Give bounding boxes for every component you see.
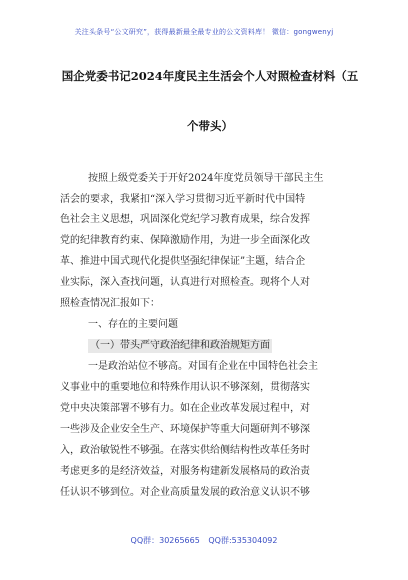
paragraph-line: 色社会主义思想，巩固深化党纪学习教育成果，综合发挥	[60, 214, 310, 225]
paragraph-line: 党中央决策部署不够有力。如在企业改革发展过程中，对	[60, 403, 310, 414]
paragraph-line: 业实际，深入查找问题，认真进行对照检查。现将个人对	[60, 277, 310, 288]
document-title-line-1: 国企党委书记2024年度民主生活会个人对照检查材料（五	[61, 69, 359, 83]
top-banner: 关注头条号“公文研究”，获得最新最全最专业的公文资料库！ 微信：gongwenyj	[74, 28, 334, 36]
paragraph-line: 义事业中的重要地位和特殊作用认识不够深刻，贯彻落实	[60, 382, 310, 393]
section-heading: 一、存在的主要问题	[88, 319, 178, 330]
paragraph-line: 革、推进中国式现代化提供坚强纪律保证”主题，结合企	[60, 256, 306, 267]
paragraph-line: 一是政治站位不够高。对国有企业在中国特色社会主	[88, 361, 318, 372]
paragraph-line: 一些涉及企业安全生产、环境保护等重大问题研判不够深	[60, 424, 310, 435]
qq-group-2: QQ群:535304092	[208, 536, 278, 545]
paragraph-line: 入，政治敏锐性不够强。在落实供给侧结构性改革任务时	[60, 445, 310, 456]
qq-group-1: QQ群：30265665	[130, 536, 200, 545]
subsection-heading	[88, 339, 360, 353]
subsection-heading-text: （一）带头严守政治纪律和政治规矩方面	[90, 340, 270, 351]
paragraph-line: 考虑更多的是经济效益，对服务构建新发展格局的政治责	[60, 466, 310, 477]
bottom-banner	[0, 535, 408, 546]
paragraph-line: 任认识不够到位。对企业高质量发展的政治意义认识不够	[60, 487, 310, 498]
paragraph-line: 党的纪律教育约束、保障激励作用，为进一步全面深化改	[60, 235, 310, 246]
paragraph-line: 活会的要求，我紧扣“深入学习贯彻习近平新时代中国特	[60, 194, 306, 205]
document-title-line-2: 个带头）	[187, 119, 233, 133]
paragraph-line: 照检查情况汇报如下：	[60, 298, 160, 309]
paragraph-line: 按照上级党委关于开好2024年度党员领导干部民主生	[88, 173, 324, 184]
